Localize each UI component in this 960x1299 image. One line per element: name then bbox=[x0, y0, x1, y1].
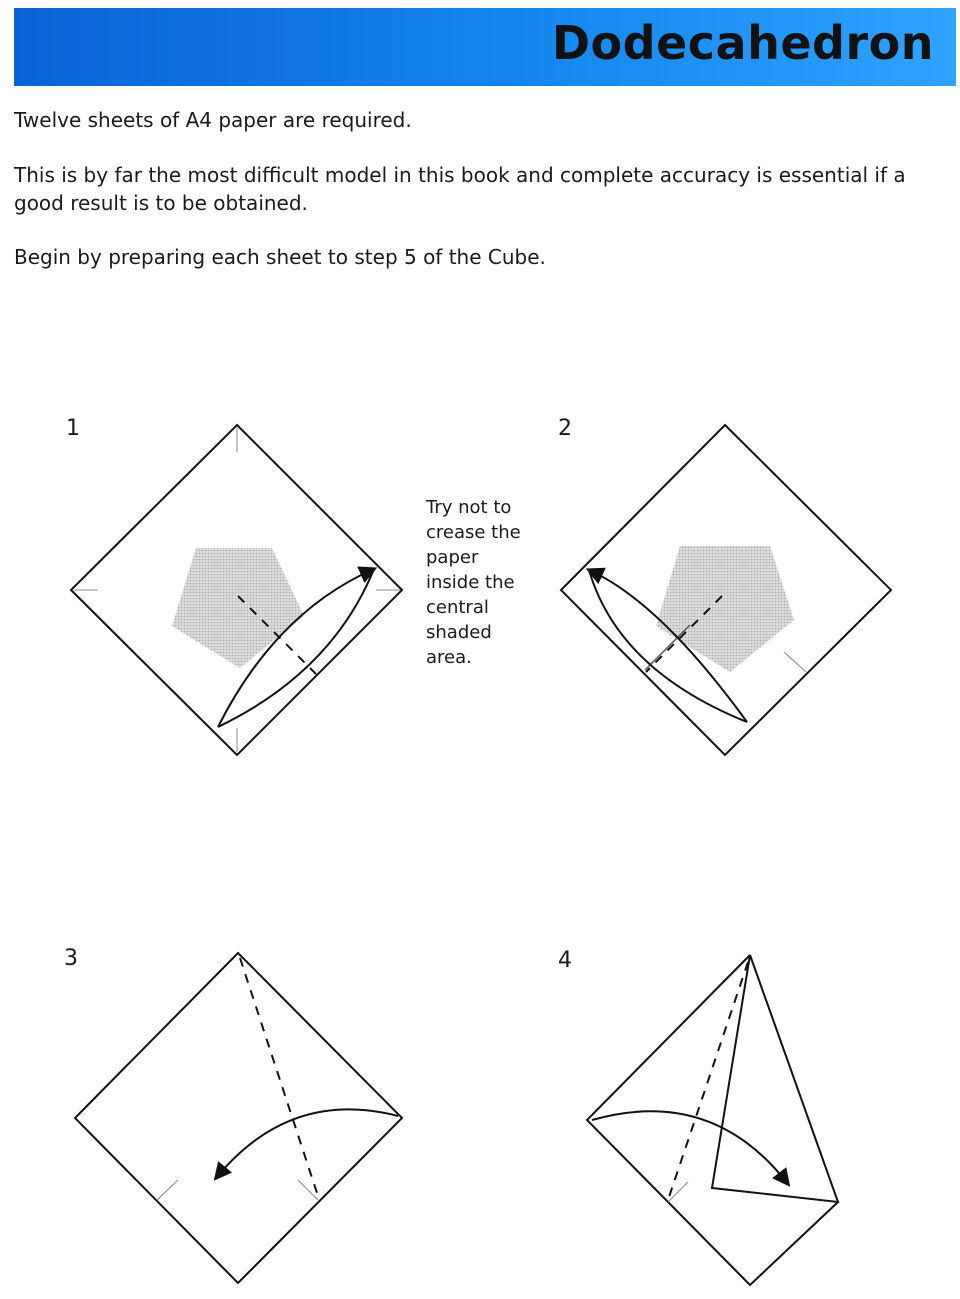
step-4-number: 4 bbox=[558, 948, 572, 973]
step-3-fold-arrow bbox=[216, 1109, 398, 1178]
note-line: inside the bbox=[426, 572, 515, 593]
step-2-shaded-pentagon bbox=[656, 546, 794, 672]
intro-paragraph-3: Begin by preparing each sheet to step 5 of the Cube. bbox=[14, 245, 546, 269]
note-line: central bbox=[426, 597, 489, 618]
step-3-number: 3 bbox=[64, 946, 78, 971]
step-1-number: 1 bbox=[66, 416, 80, 441]
note-line: area. bbox=[426, 647, 472, 668]
note-line: crease the bbox=[426, 522, 521, 543]
step-1-shaded-pentagon bbox=[172, 548, 304, 668]
step-3-diagram bbox=[75, 953, 402, 1283]
note-line: shaded bbox=[426, 622, 492, 643]
note-line: paper bbox=[426, 547, 479, 568]
intro-paragraph-2: This is by far the most difficult model in this book and complete accuracy is essential if a good result is to be obtained. bbox=[14, 163, 906, 215]
step-2-number: 2 bbox=[558, 416, 572, 441]
step-3-square bbox=[75, 953, 402, 1283]
step-1-diagram bbox=[71, 425, 402, 755]
step-4-folded-flap bbox=[712, 955, 838, 1202]
intro-paragraph-1: Twelve sheets of A4 paper are required. bbox=[14, 108, 412, 132]
page-title: Dodecahedron bbox=[551, 16, 934, 70]
step-4-diagram bbox=[587, 955, 838, 1285]
step-2-diagram bbox=[561, 425, 891, 755]
note-line: Try not to bbox=[426, 497, 512, 518]
